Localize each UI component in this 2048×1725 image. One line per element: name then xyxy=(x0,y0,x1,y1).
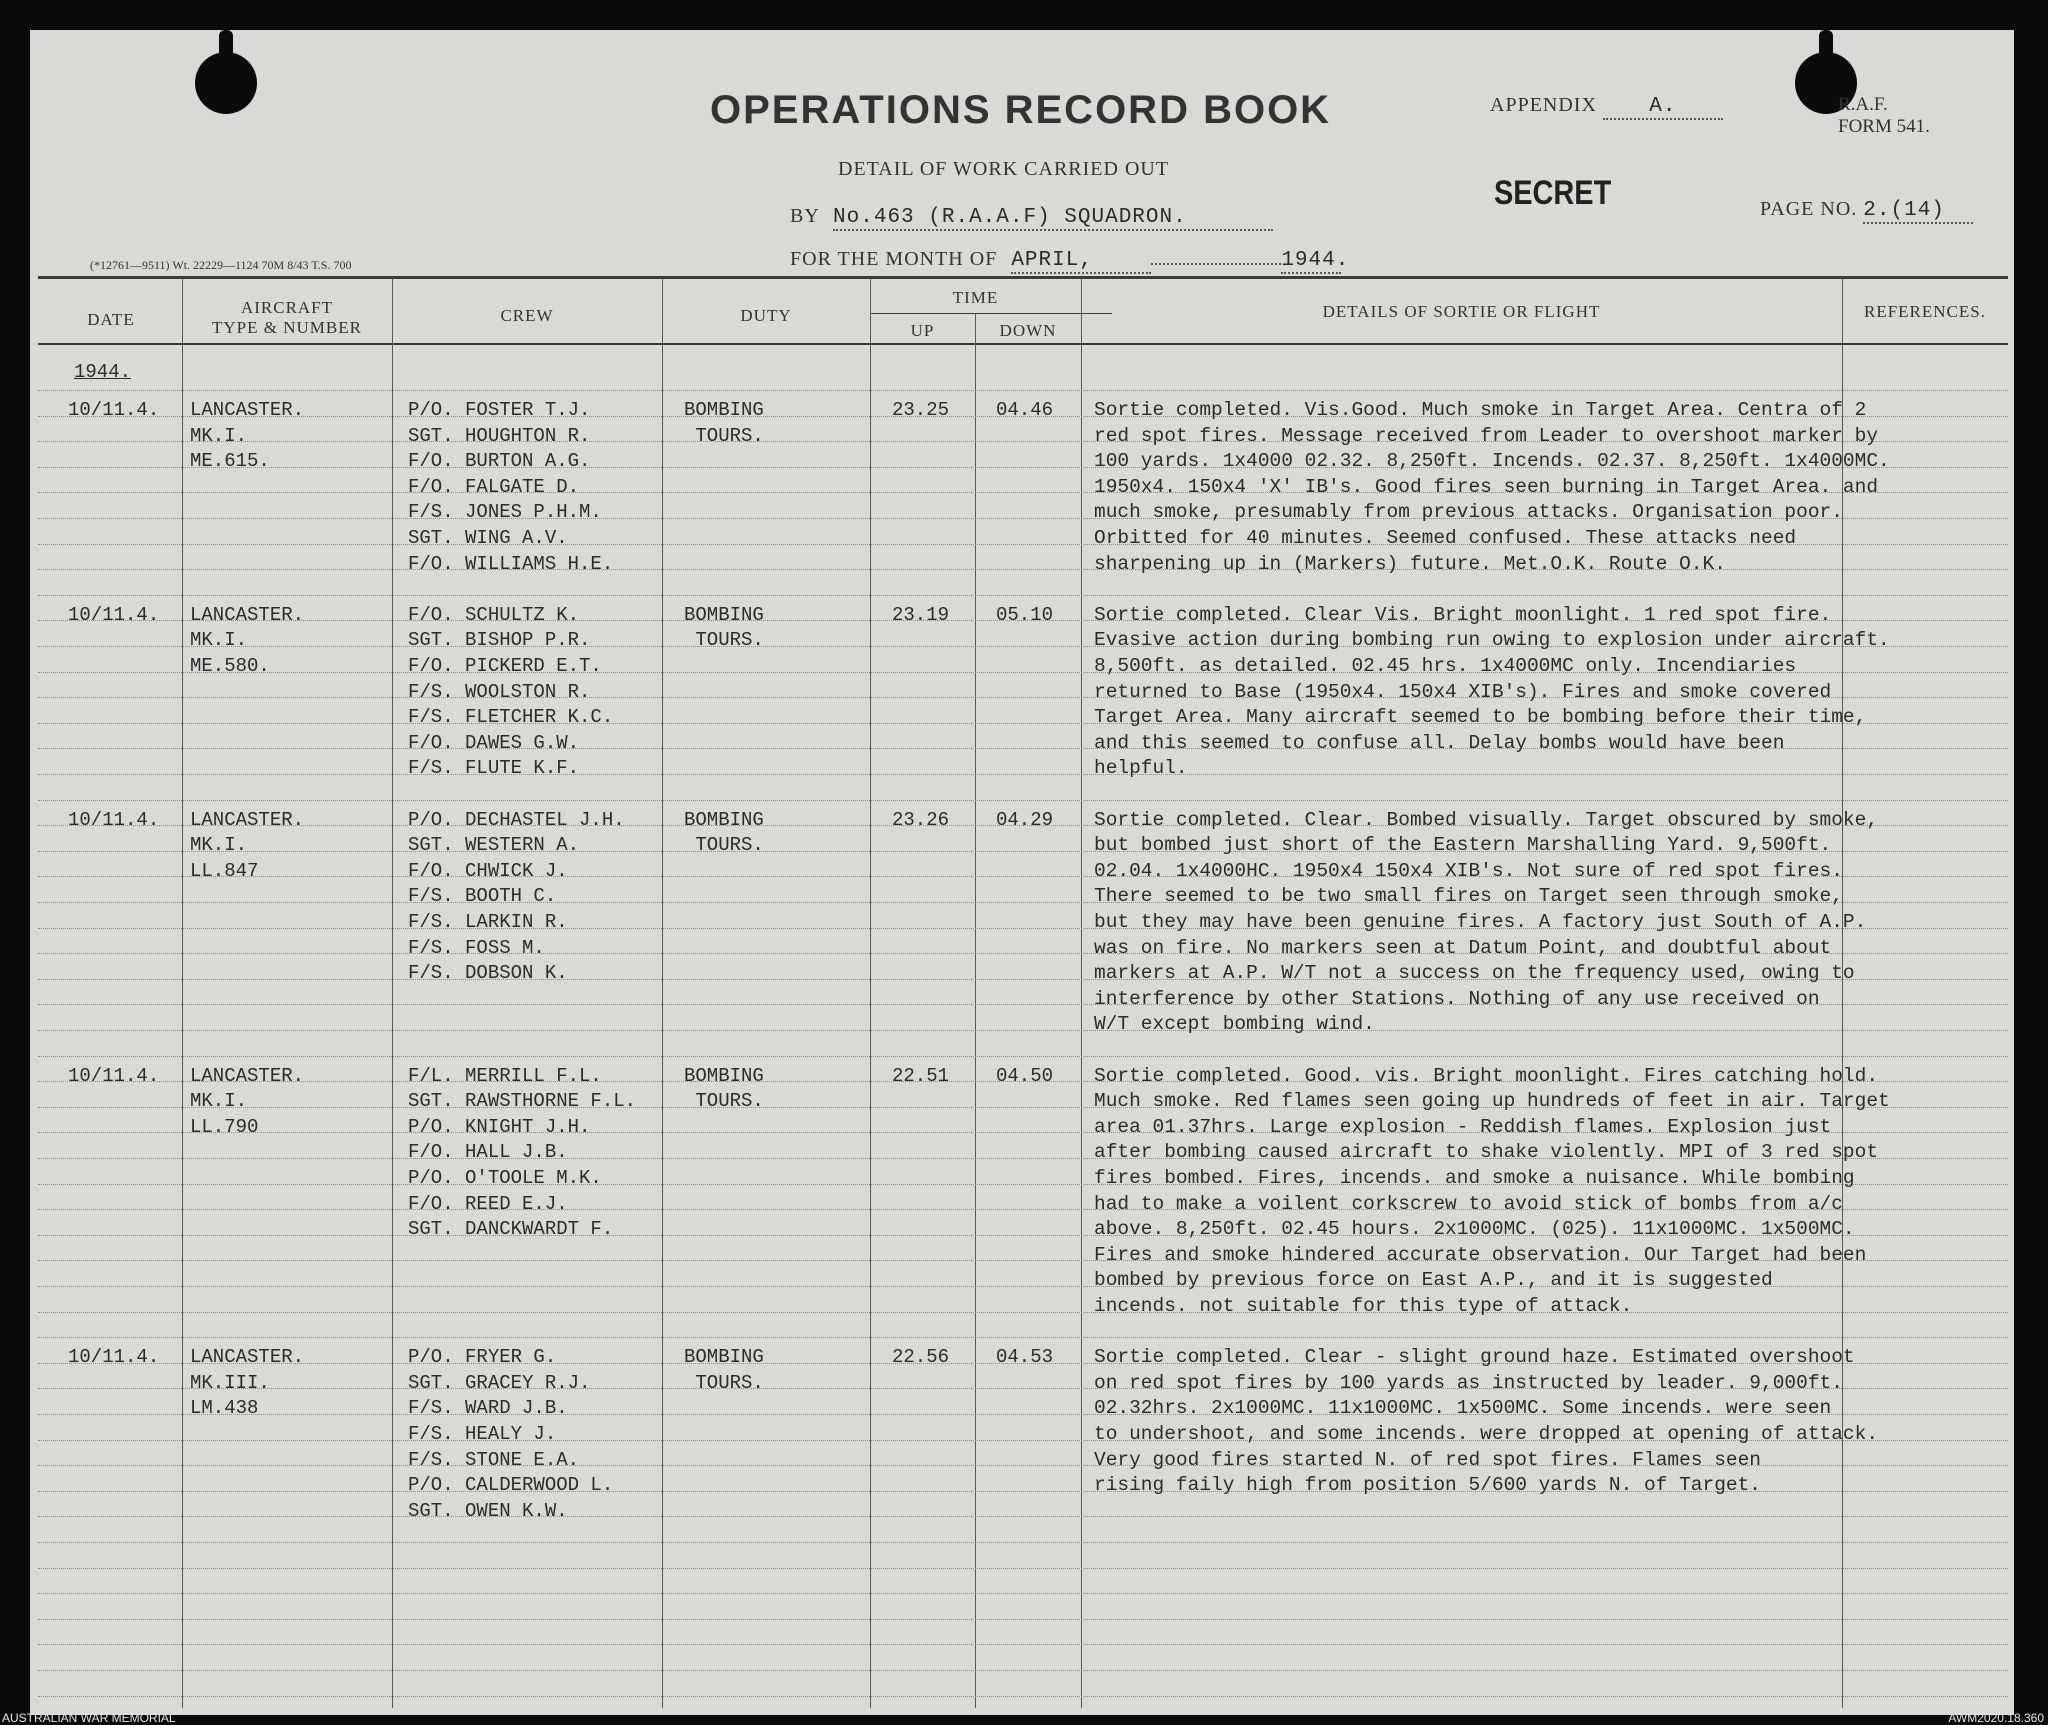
page-number-line xyxy=(1760,198,1973,224)
record-sheet xyxy=(30,30,2014,1715)
ruled-line xyxy=(38,1542,2008,1543)
ruled-line xyxy=(38,1593,2008,1594)
by-label: BY xyxy=(790,205,820,227)
punch-slit-right xyxy=(1819,30,1833,70)
entry-time-down: 04.29 xyxy=(996,808,1054,831)
entry-time-up: 23.25 xyxy=(892,399,950,421)
header-aircraft-line2: TYPE & NUMBER xyxy=(212,318,362,337)
table-top-rule xyxy=(38,276,2008,279)
entry-duty: BOMBING TOURS. xyxy=(684,1064,764,1113)
ruled-line xyxy=(38,1337,2008,1338)
header-aircraft xyxy=(182,298,392,338)
entry-duty: BOMBING TOURS. xyxy=(684,808,764,857)
year-heading: 1944. xyxy=(74,361,132,383)
entry-details: Sortie completed. Clear Vis. Bright moonlight. 1 red spot fire. Evasive action during bombing run owing to explosion under aircraft. 8,500ft. as detailed. 02.45 hrs. 1x4000MC only. Incendiaries returned to Base (1950x4. 150x4 XIB's). Fires and smoke covered Target Area. Many aircraft seemed to be bombing before their time, and this seemed to confuse all. Delay bombs would have been helpful. xyxy=(1094,603,1890,780)
ruled-line xyxy=(38,1056,2008,1057)
entry-time-up: 23.19 xyxy=(892,603,950,626)
entry-date: 10/11.4. xyxy=(68,808,160,831)
footer-left: AUSTRALIAN WAR MEMORIAL xyxy=(2,1711,176,1725)
ruled-line xyxy=(38,595,2008,596)
ruled-line xyxy=(38,1619,2008,1620)
month-dots xyxy=(1151,263,1281,265)
entry-aircraft: LANCASTER. MK.I. LL.847 xyxy=(190,808,305,882)
appendix-line xyxy=(1490,94,1723,120)
header-time: TIME xyxy=(952,288,999,307)
col-divider-5 xyxy=(975,314,976,1708)
ruled-line xyxy=(38,1516,2008,1517)
entry-aircraft: LANCASTER. MK.I. ME.615. xyxy=(190,399,305,473)
entry-time-down: 04.50 xyxy=(996,1064,1054,1087)
entry-aircraft: LANCASTER. MK.I. ME.580. xyxy=(190,603,305,677)
by-line xyxy=(790,205,1273,231)
footer-right: AWM2020.18.360 xyxy=(1948,1711,2044,1725)
entry-date: 10/11.4. xyxy=(68,1064,160,1087)
entry-crew: P/O. DECHASTEL J.H. SGT. WESTERN A. F/O. CHWICK J. F/S. BOOTH C. F/S. LARKIN R. F/S. FOSS M. F/S. DOBSON K. xyxy=(408,808,625,985)
year-value: 1944. xyxy=(1281,249,1350,272)
entry-crew: F/L. MERRILL F.L. SGT. RAWSTHORNE F.L. P/O. KNIGHT J.H. F/O. HALL J.B. P/O. O'TOOLE M.K. F/O. REED E.J. SGT. DANCKWARDT F. xyxy=(408,1064,637,1241)
punch-slit-left xyxy=(219,30,233,70)
appendix-value: A. xyxy=(1603,95,1723,120)
entry-details: Sortie completed. Vis.Good. Much smoke in Target Area. Centra of 2 red spot fires. Message received from Leader to overshoot marker by 100 yards. 1x4000 02.32. 8,250ft. Incends. 02.37. 8,250ft. 1x4000MC. 1950x4. 150x4 'X' IB's. Good fires seen burning in Target Area. and much smoke, presumably from previous attacks. Organisation poor. Orbitted for 40 minutes. Seemed confused. These attacks need sharpening up in (Markers) future. Met.O.K. Route O.K. xyxy=(1094,399,1890,575)
entry-aircraft: LANCASTER. MK.I. LL.790 xyxy=(190,1064,305,1138)
header-aircraft-line1: AIRCRAFT xyxy=(240,298,334,317)
entry-date: 10/11.4. xyxy=(68,1346,160,1369)
ruled-line xyxy=(38,1670,2008,1671)
entry-time-up: 23.26 xyxy=(892,808,950,831)
month-line xyxy=(790,248,1350,274)
entry-crew: P/O. FRYER G. SGT. GRACEY R.J. F/S. WARD J.B. F/S. HEALY J. F/S. STONE E.A. P/O. CALDERWOOD L. SGT. OWEN K.W. xyxy=(408,1346,614,1522)
secret-stamp: SECRET xyxy=(1494,174,1612,212)
header-references: REFERENCES. xyxy=(1864,302,1986,321)
page-number-label: PAGE NO. xyxy=(1760,198,1858,220)
form-raf: R.A.F. xyxy=(1838,94,1888,115)
ruled-line xyxy=(38,800,2008,801)
header-time-up: UP xyxy=(910,321,935,340)
entry-duty: BOMBING TOURS. xyxy=(684,399,764,447)
header-duty: DUTY xyxy=(740,306,792,325)
entry-time-up: 22.56 xyxy=(892,1346,950,1369)
print-reference: (*12761—9511) Wt. 22229—1124 70M 8/43 T.S. 700 xyxy=(90,258,352,272)
entry-duty: BOMBING TOURS. xyxy=(684,603,764,652)
appendix-label: APPENDIX xyxy=(1490,94,1597,116)
ruled-line xyxy=(38,1696,2008,1697)
ruled-line xyxy=(38,1568,2008,1569)
header-crew: CREW xyxy=(500,306,554,325)
entry-time-down: 04.53 xyxy=(996,1346,1054,1369)
header-details: DETAILS OF SORTIE OR FLIGHT xyxy=(1322,302,1601,321)
form-number: FORM 541. xyxy=(1838,116,1930,137)
page-subtitle: DETAIL OF WORK CARRIED OUT xyxy=(838,158,1170,180)
entry-time-up: 22.51 xyxy=(892,1064,950,1087)
entry-time-down: 05.10 xyxy=(996,603,1054,626)
month-value: APRIL, xyxy=(1011,249,1151,274)
page-number-value: 2.(14) xyxy=(1863,199,1973,224)
page-title: OPERATIONS RECORD BOOK xyxy=(710,88,1332,132)
time-split-rule xyxy=(870,313,1112,314)
form-ref xyxy=(1838,94,1930,138)
entry-crew: P/O. FOSTER T.J. SGT. HOUGHTON R. F/O. BURTON A.G. F/O. FALGATE D. F/S. JONES P.H.M. SGT. WING A.V. F/O. WILLIAMS H.E. xyxy=(408,399,614,575)
month-label: FOR THE MONTH OF xyxy=(790,248,998,270)
entry-date: 10/11.4. xyxy=(68,399,160,421)
entry-details: Sortie completed. Clear. Bombed visually. Target obscured by smoke, but bombed just short of the Eastern Marshalling Yard. 9,500ft. 02.04. 1x4000HC. 1950x4 150x4 XIB's. Not sure of red spot fires. There seemed to be two small fires on Target seen through smoke, but they may have been genuine fires. A factory just South of A.P. was on fire. No markers seen at Datum Point, and doubtful about markers at A.P. W/T not a success on the frequency used, owing to interference by other Stations. Nothing of any use received on W/T except bombing wind. xyxy=(1094,808,1879,1036)
entry-aircraft: LANCASTER. MK.III. LM.438 xyxy=(190,1346,305,1420)
header-time-down: DOWN xyxy=(999,321,1057,340)
ruled-line xyxy=(38,390,2008,391)
ruled-line xyxy=(38,1644,2008,1645)
header-date: DATE xyxy=(87,310,135,329)
squadron-name: No.463 (R.A.A.F) SQUADRON. xyxy=(833,206,1273,231)
entry-duty: BOMBING TOURS. xyxy=(684,1346,764,1394)
entry-date: 10/11.4. xyxy=(68,603,160,626)
entry-details: Sortie completed. Good. vis. Bright moonlight. Fires catching hold. Much smoke. Red flames seen going up hundreds of feet in air. Target area 01.37hrs. Large explosion - Reddish flames. Explosion just after bombing caused aircraft to shake violently. MPI of 3 red spot fires bombed. Fires, incends. and smoke a nuisance. While bombing had to make a voilent corkscrew to avoid stick of bombs from a/c above. 8,250ft. 02.45 hours. 2x1000MC. (025). 11x1000MC. 1x500MC. Fires and smoke hindered accurate observation. Our Target had been bombed by previous force on East A.P., and it is suggested incends. not suitable for this type of attack. xyxy=(1094,1064,1890,1317)
entry-time-down: 04.46 xyxy=(996,399,1054,421)
entry-crew: F/O. SCHULTZ K. SGT. BISHOP P.R. F/O. PICKERD E.T. F/S. WOOLSTON R. F/S. FLETCHER K.C. F/O. DAWES G.W. F/S. FLUTE K.F. xyxy=(408,603,614,780)
entry-details: Sortie completed. Clear - slight ground haze. Estimated overshoot on red spot fires by 100 yards as instructed by leader. 9,000ft. 02.32hrs. 2x1000MC. 11x1000MC. 1x500MC. Some incends. were seen to undershoot, and some incends. were dropped at opening of attack. Very good fires started N. of red spot fires. Flames seen rising faily high from position 5/600 yards N. of Target. xyxy=(1094,1346,1879,1497)
table-header-rule xyxy=(38,343,2008,345)
